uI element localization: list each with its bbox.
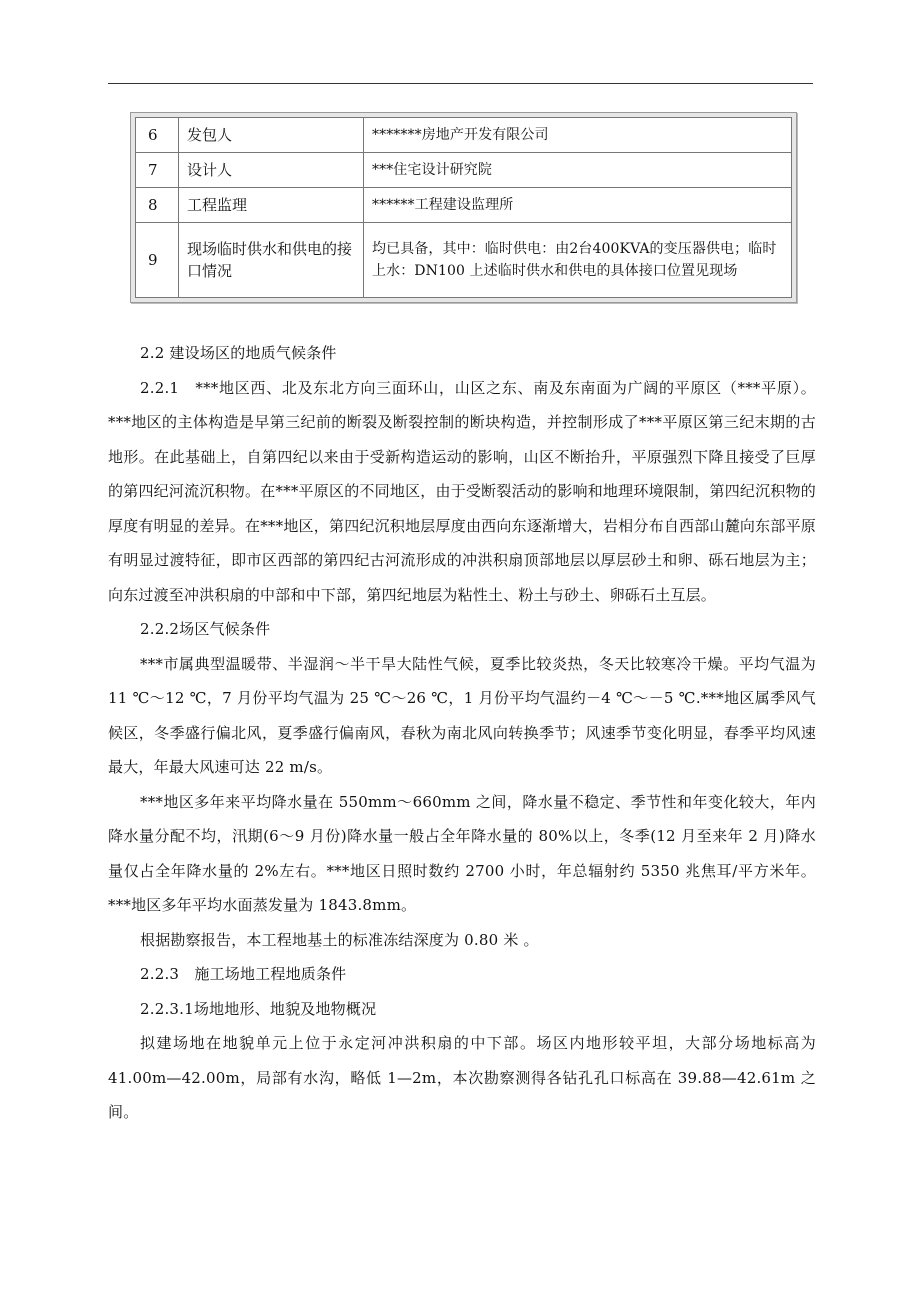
section-heading: 2.2.3 施工场地工程地质条件 bbox=[140, 965, 347, 983]
section-heading: 2.2 建设场区的地质气候条件 bbox=[140, 344, 337, 362]
row-item: 设计人 bbox=[179, 153, 364, 188]
section-heading: 2.2.3.1场地地形、地貌及地物概况 bbox=[140, 999, 377, 1018]
table-row bbox=[136, 188, 792, 223]
row-value: *******房地产开发有限公司 bbox=[364, 118, 792, 153]
info-table-frame bbox=[130, 112, 797, 303]
paragraph-terrain: 拟建场地在地貌单元上位于永定河冲洪积扇的中下部。场区内地形较平坦，大部分场地标高为 41.00m—42.00m，局部有水沟，略低 1—2m，本次勘察测得各钻孔孔口标高在 39.88—42.61m 之间。 bbox=[108, 1034, 816, 1121]
paragraph-climate: ***市属典型温暖带、半湿润～半干旱大陆性气候，夏季比较炎热，冬天比较寒冷干燥。平均气温为 11 ℃～12 ℃，7 月份平均气温为 25 ℃～26 ℃，1 月份平均气温约－4 ℃～－5 ℃.***地区属季风气候区，冬季盛行偏北风，夏季盛行偏南风，春秋为南北风向转换季节；风速季节变化明显，春季平均风速最大，年最大风速可达 22 m/s。 bbox=[108, 654, 816, 776]
row-item: 发包人 bbox=[179, 118, 364, 153]
row-number: 7 bbox=[136, 153, 179, 188]
row-value: ******工程建设监理所 bbox=[364, 188, 792, 223]
info-table bbox=[135, 117, 792, 298]
row-number: 8 bbox=[136, 188, 179, 223]
paragraph-geology: 2.2.1 ***地区西、北及东北方向三面环山，山区之东、南及东南面为广阔的平原区（***平原）。***地区的主体构造是早第三纪前的断裂及断裂控制的断块构造，并控制形成了***平原区第三纪末期的古地形。在此基础上，自第四纪以来由于受新构造运动的影响，山区不断抬升，平原强烈下降且接受了巨厚的第四纪河流沉积物。在***平原区的不同地区，由于受断裂活动的影响和地理环境限制，第四纪沉积物的厚度有明显的差异。在***地区，第四纪沉积地层厚度由西向东逐渐增大，岩相分布自西部山麓向东部平原有明显过渡特征，即市区西部的第四纪古河流形成的冲洪积扇顶部地层以厚层砂土和卵、砾石地层为主；向东过渡至冲洪积扇的中部和中下部，第四纪地层为粘性土、粉土与砂土、卵砾石土互层。 bbox=[108, 378, 816, 604]
table-row bbox=[136, 118, 792, 153]
row-value: ***住宅设计研究院 bbox=[364, 153, 792, 188]
header-rule bbox=[108, 83, 813, 84]
table-row bbox=[136, 153, 792, 188]
row-item: 工程监理 bbox=[179, 188, 364, 223]
row-number: 6 bbox=[136, 118, 179, 153]
paragraph-rainfall: ***地区多年来平均降水量在 550mm～660mm 之间，降水量不稳定、季节性和年变化较大，年内降水量分配不均，汛期(6～9 月份)降水量一般占全年降水量的 80%以上，冬季(12 月至来年 2 月)降水量仅占全年降水量的 2%左右。***地区日照时数约 2700 小时，年总辐射约 5350 兆焦耳/平方米年。***地区多年平均水面蒸发量为 1843.8mm。 bbox=[108, 792, 816, 914]
section-heading: 2.2.2场区气候条件 bbox=[140, 620, 271, 638]
row-value: 均已具备，其中：临时供电：由2台400KVA的变压器供电；临时上水：DN100 上述临时供水和供电的具体接口位置见现场 bbox=[364, 223, 792, 298]
paragraph-frost-depth: 根据勘察报告，本工程地基土的标准冻结深度为 0.80 米 。 bbox=[140, 930, 539, 949]
row-number: 9 bbox=[136, 223, 179, 298]
document-body bbox=[108, 336, 816, 1130]
table-row bbox=[136, 223, 792, 298]
row-item: 现场临时供水和供电的接口情况 bbox=[179, 223, 364, 298]
